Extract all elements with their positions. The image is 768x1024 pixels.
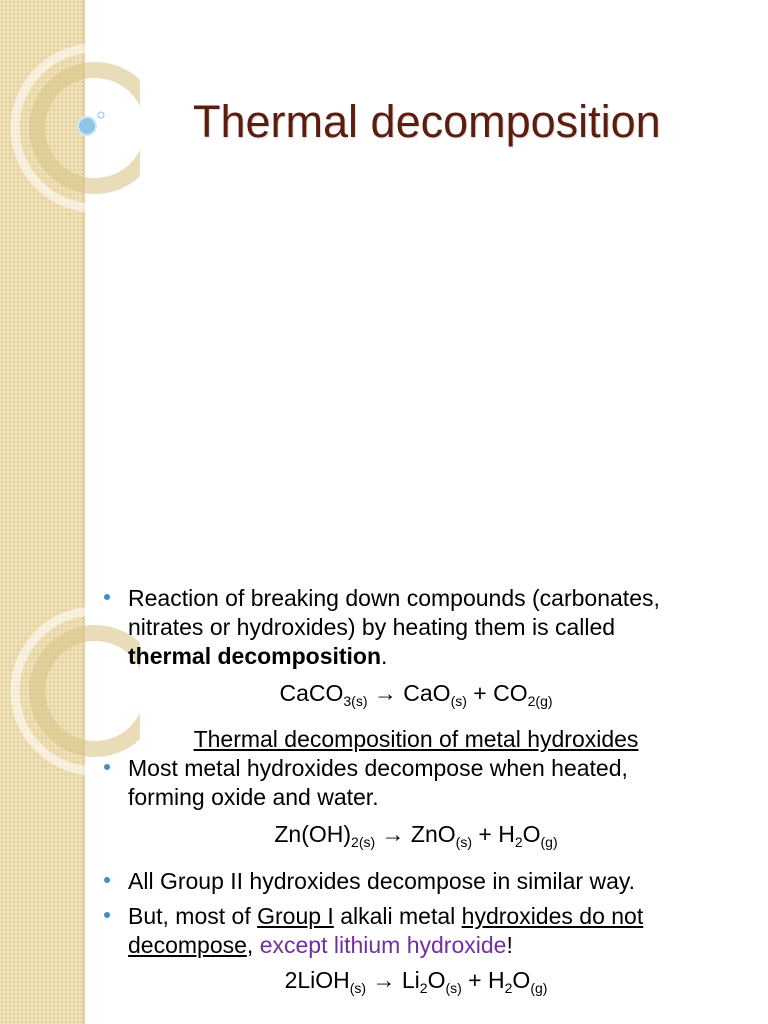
bullet-icon xyxy=(104,594,110,600)
bullet-group-i: But, most of Group I alkali metal hydroxides do not decompose, except lithium hydroxide! xyxy=(104,902,704,960)
equation-lioh: 2LiOH$_{(s)}$ → $Li_2O_{(s)} + H_2O_{(g)}$ xyxy=(284,967,548,996)
equation-zn-oh: $Zn(OH)_{2(s)} \to ZnO_{(s)} + H_2O_{(g)}$ xyxy=(274,821,558,850)
decorative-rings xyxy=(0,0,140,230)
equation-caco3: CaCO$_{3(s)}$ → $CaO_{(s)} + CO_{2(g)}$ xyxy=(279,680,553,709)
bullet-icon xyxy=(104,877,110,883)
bullet-definition: Reaction of breaking down compounds (carbonates, nitrates or hydroxides) by heating them is called thermal decomposition. xyxy=(104,584,704,671)
slide-content xyxy=(104,584,704,995)
bullet-icon xyxy=(104,764,110,770)
bullet-group-ii: All Group II hydroxides decompose in similar way. xyxy=(104,867,704,896)
section-heading: Thermal decomposition of metal hydroxides xyxy=(193,726,639,752)
slide-2 xyxy=(0,576,768,1024)
blue-orb-icon xyxy=(78,117,96,135)
bullet-icon xyxy=(104,912,110,918)
bullet-metal-hydroxides: Most metal hydroxides decompose when heated, forming oxide and water. xyxy=(104,754,704,812)
slide-title: Thermal decomposition xyxy=(193,96,661,147)
small-orb-icon xyxy=(98,112,104,118)
